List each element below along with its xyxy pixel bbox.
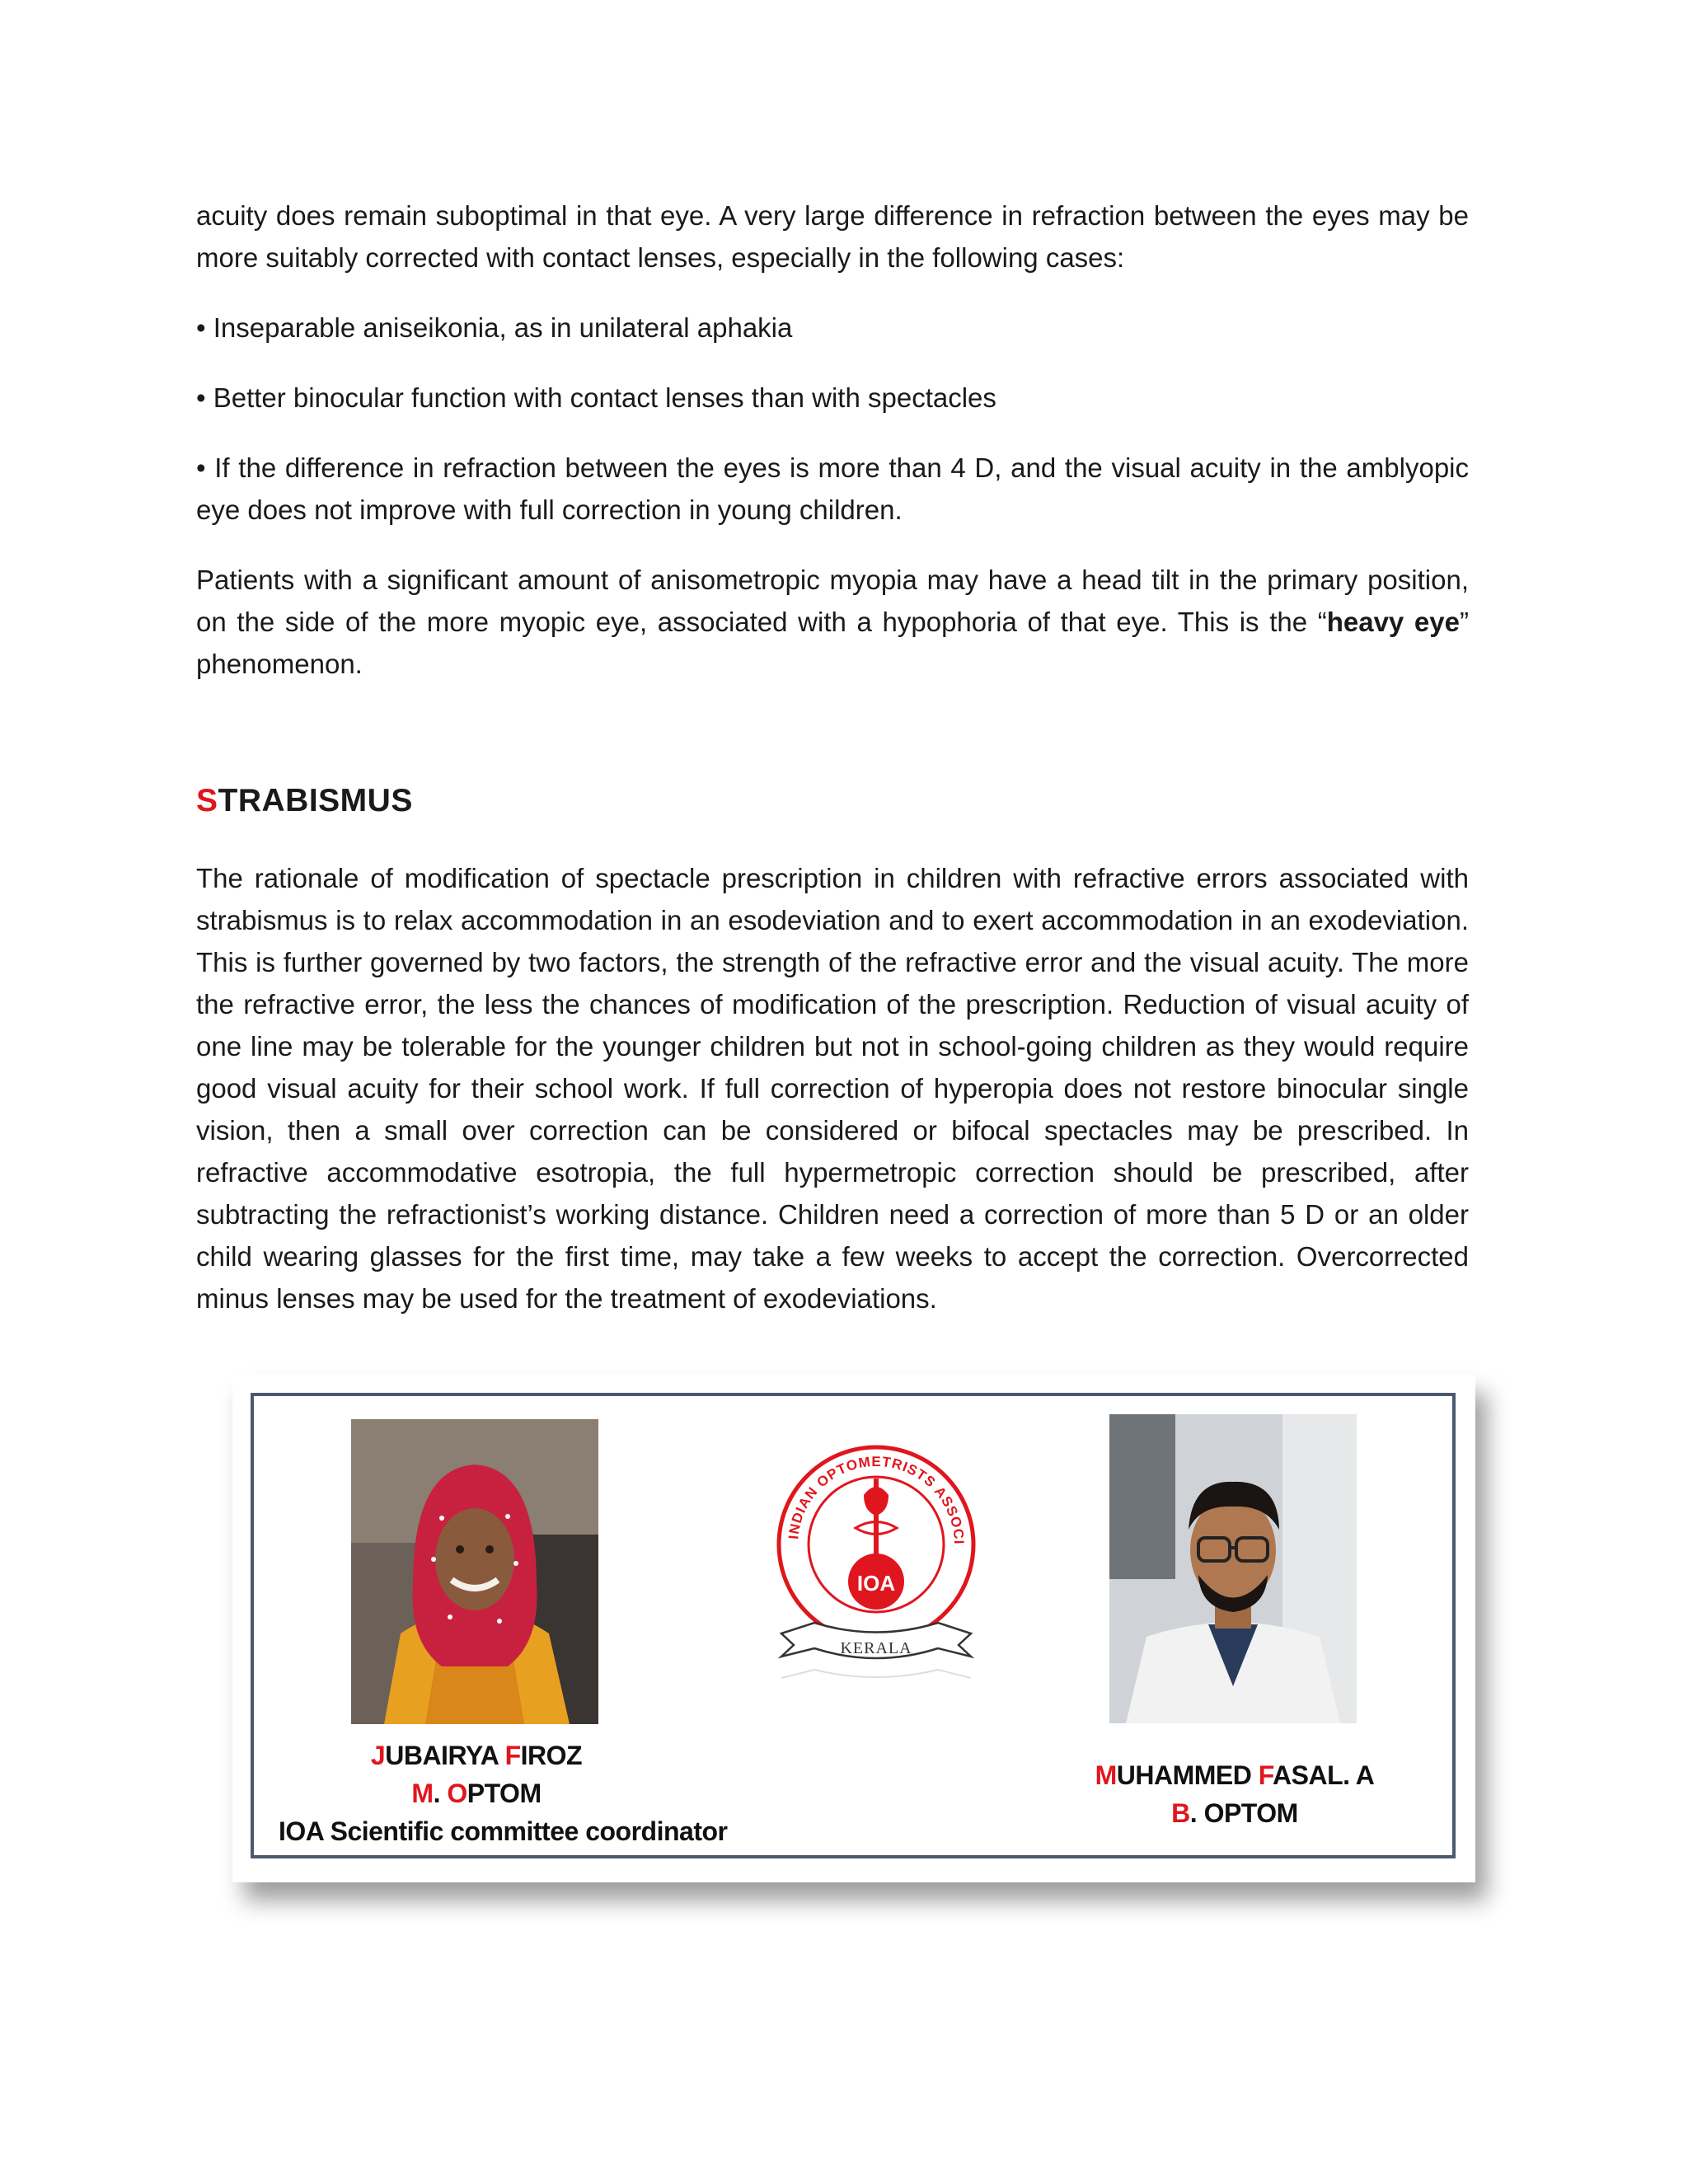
author2-name: MUHAMMED FASAL. A <box>1095 1760 1375 1790</box>
logo-ribbon-text: KERALA <box>840 1639 912 1657</box>
author-card <box>232 1375 1475 1882</box>
logo-arc-text: INDIAN OPTOMETRISTS ASSOCI <box>785 1453 968 1545</box>
bullet-refraction-difference: • If the difference in refraction between the eyes is more than 4 D, and the visual acuity in the amblyopic eye does not improve with full correction in young children. <box>196 452 1469 525</box>
paragraph-intro: acuity does remain suboptimal in that eye. A very large difference in refraction between the eyes may be more suitably corrected with contact lenses, especially in the following cases: <box>196 200 1469 273</box>
author2-photo <box>1109 1414 1357 1723</box>
strabismus-heading: STRABISMUS <box>196 783 413 818</box>
paragraph-heavy-eye: Patients with a significant amount of anisometropic myopia may have a head tilt in the primary position, on the side of the more myopic eye, associated with a hypophoria of that eye. This is the “heavy eye” phenomenon. <box>196 565 1469 679</box>
logo-center-text: IOA <box>856 1571 896 1596</box>
author1-role: IOA Scientific committee coordinator <box>279 1816 728 1846</box>
author1-degree: M. OPTOM <box>411 1779 542 1808</box>
author1-name: JUBAIRYA FIROZ <box>370 1741 583 1770</box>
strabismus-section <box>196 857 1469 1319</box>
strabismus-body: The rationale of modification of spectacle prescription in children with refractive errors associated with strabismus is to relax accommodation in an esodeviation and to exert accommodation in an exodeviation. This is further governed by two factors, the strength of the refractive error and the visual acuity. The more the refractive error, the less the chances of modification of the prescription. Reduction of visual acuity of one line may be tolerable for the younger children but not in school-going children as they would require good visual acuity for their school work. If full correction of hyperopia does not restore binocular single vision, then a small over correction can be considered or bifocal spectacles may be prescribed. In refractive accommodative esotropia, the full hypermetropic correction should be prescribed, after subtracting the refractionist’s working distance. Children need a correction of more than 5 D or an older child wearing glasses for the first time, may take a few weeks to accept the correction. Overcorrected minus lenses may be used for the treatment of exodeviations. <box>196 863 1469 1314</box>
bullet-binocular: • Better binocular function with contact lenses than with spectacles <box>196 382 996 413</box>
author2-degree: B. OPTOM <box>1171 1798 1298 1828</box>
heavy-eye-term: heavy eye <box>1326 607 1460 637</box>
intro-section <box>196 194 1469 685</box>
author1-photo <box>351 1419 598 1724</box>
ioa-kerala-logo <box>765 1429 987 1701</box>
bullet-aniseikonia: • Inseparable aniseikonia, as in unilateral aphakia <box>196 312 793 343</box>
author-card-frame <box>251 1393 1456 1858</box>
